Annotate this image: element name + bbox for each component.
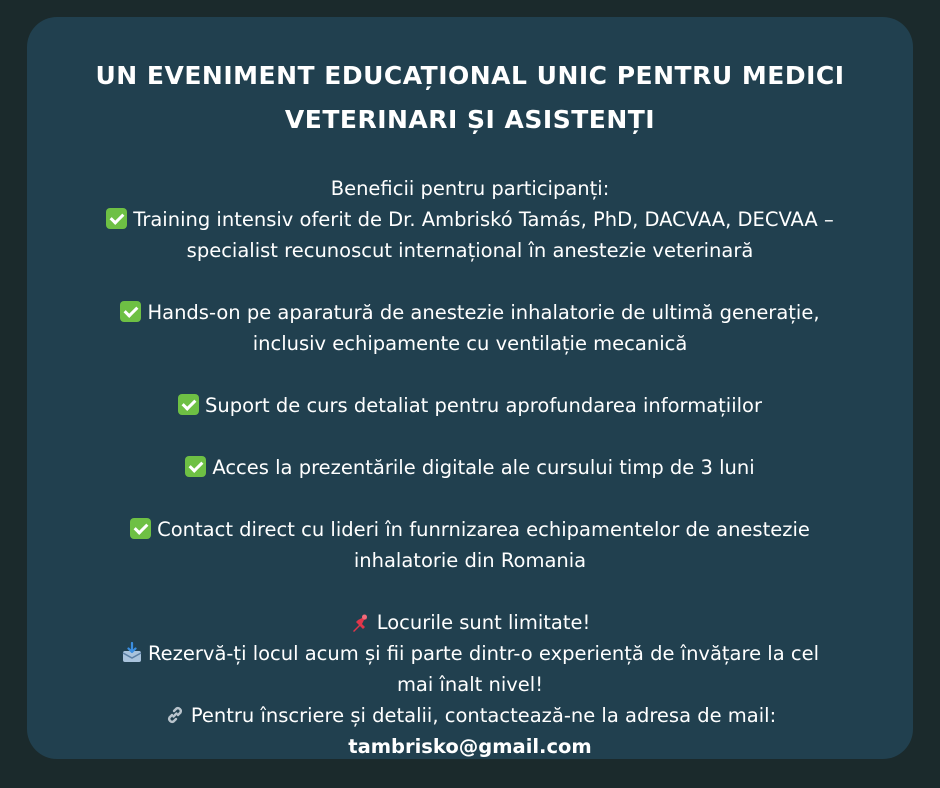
benefit-text: Acces la prezentările digitale ale cursului timp de 3 luni — [212, 456, 755, 479]
reserve-notice — [37, 638, 903, 669]
link-icon — [164, 704, 186, 726]
benefit-item — [37, 204, 903, 235]
benefit-item — [37, 514, 903, 545]
reserve-text: Rezervă-ți locul acum și fii parte dintr-o experiență de învățare la cel — [147, 642, 819, 665]
benefit-text-continued: specialist recunoscut internațional în anestezie veterinară — [186, 239, 754, 262]
pushpin-icon — [350, 611, 372, 633]
benefit-item — [37, 390, 903, 421]
benefit-item — [37, 452, 903, 483]
announcement-card — [27, 17, 913, 759]
check-mark-icon — [178, 394, 199, 415]
benefit-text: Contact direct cu lideri în funrnizarea echipamentelor de anestezie — [157, 518, 810, 541]
limited-seats-text: Locurile sunt limitate! — [376, 611, 591, 634]
event-title — [27, 54, 913, 142]
limited-seats-notice — [37, 607, 903, 638]
benefit-text: Training intensiv oferit de Dr. Ambriskó Tamás, PhD, DACVAA, DECVAA – — [133, 208, 834, 231]
benefit-text-continued: inhalatorie din Romania — [353, 549, 587, 572]
contact-text: Pentru înscriere și detalii, contactează-ne la adresa de mail: — [190, 704, 777, 727]
contact-email[interactable]: tambrisko@gmail.com — [348, 735, 592, 758]
benefit-item — [37, 297, 903, 328]
contact-notice — [37, 700, 903, 731]
check-mark-icon — [106, 208, 127, 229]
benefits-section — [37, 173, 903, 762]
inbox-tray-icon — [121, 642, 143, 664]
benefit-text: Suport de curs detaliat pentru aprofundarea informațiilor — [204, 394, 763, 417]
event-title-line-2: VETERINARI ȘI ASISTENȚI — [284, 105, 656, 134]
benefits-intro: Beneficii pentru participanți: — [330, 177, 610, 200]
event-title-line-1: UN EVENIMENT EDUCAȚIONAL UNIC PENTRU MEDICI — [95, 61, 845, 90]
benefit-text: Hands-on pe aparatură de anestezie inhalatorie de ultimă generație, — [147, 301, 820, 324]
check-mark-icon — [120, 301, 141, 322]
benefit-text-continued: inclusiv echipamente cu ventilație mecanică — [252, 332, 688, 355]
reserve-text-continued: mai înalt nivel! — [396, 673, 544, 696]
check-mark-icon — [185, 456, 206, 477]
check-mark-icon — [130, 518, 151, 539]
